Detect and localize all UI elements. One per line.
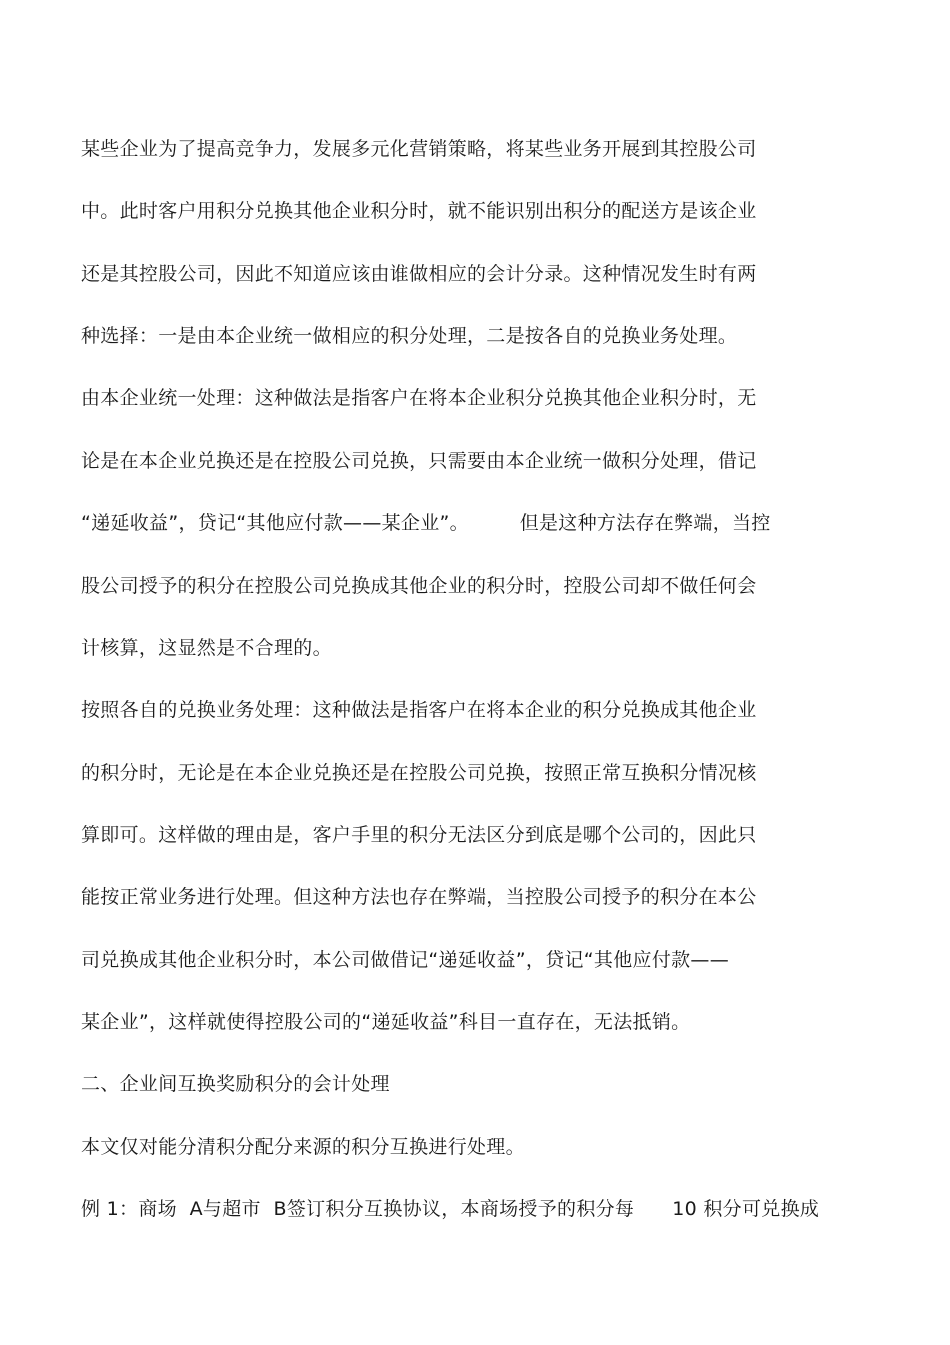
text-line: 中。此时客户用积分兑换其他企业积分时，就不能识别出积分的配送方是该企业 bbox=[81, 200, 757, 222]
text-line: 某些企业为了提高竞争力，发展多元化营销策略，将某些业务开展到其控股公司 bbox=[81, 138, 757, 160]
text-line: 本文仅对能分清积分配分来源的积分互换进行处理。 bbox=[81, 1136, 525, 1158]
text-line: 某企业”，这样就使得控股公司的“递延收益”科目一直存在，无法抵销。 bbox=[81, 1011, 691, 1033]
text-line: 算即可。这样做的理由是，客户手里的积分无法区分到底是哪个公司的，因此只 bbox=[81, 824, 757, 846]
text-line: 股公司授予的积分在控股公司兑换成其他企业的积分时，控股公司却不做任何会 bbox=[81, 575, 757, 597]
text-line: 能按正常业务进行处理。但这种方法也存在弊端，当控股公司授予的积分在本公 bbox=[81, 886, 757, 908]
text-line: 种选择：一是由本企业统一做相应的积分处理，二是按各自的兑换业务处理。 bbox=[81, 325, 738, 347]
text-line: 的积分时，无论是在本企业兑换还是在控股公司兑换，按照正常互换积分情况核 bbox=[81, 762, 757, 784]
text-line: 论是在本企业兑换还是在控股公司兑换，只需要由本企业统一做积分处理，借记 bbox=[81, 450, 757, 472]
section-heading: 二、企业间互换奖励积分的会计处理 bbox=[81, 1073, 390, 1095]
text-line: 司兑换成其他企业积分时，本公司做借记“递延收益”，贷记“其他应付款—— bbox=[81, 949, 730, 971]
text-line: 计核算，这显然是不合理的。 bbox=[81, 637, 332, 659]
text-line: 按照各自的兑换业务处理：这种做法是指客户在将本企业的积分兑换成其他企业 bbox=[81, 699, 757, 721]
text-line: 还是其控股公司，因此不知道应该由谁做相应的会计分录。这种情况发生时有两 bbox=[81, 263, 757, 285]
text-line: “递延收益”，贷记“其他应付款——某企业”。 但是这种方法存在弊端，当控 bbox=[81, 512, 771, 534]
text-line: 由本企业统一处理：这种做法是指客户在将本企业积分兑换其他企业积分时，无 bbox=[81, 387, 757, 409]
text-line: 例 1：商场 A与超市 B签订积分互换协议，本商场授予的积分每 10 积分可兑换成 bbox=[81, 1198, 820, 1220]
